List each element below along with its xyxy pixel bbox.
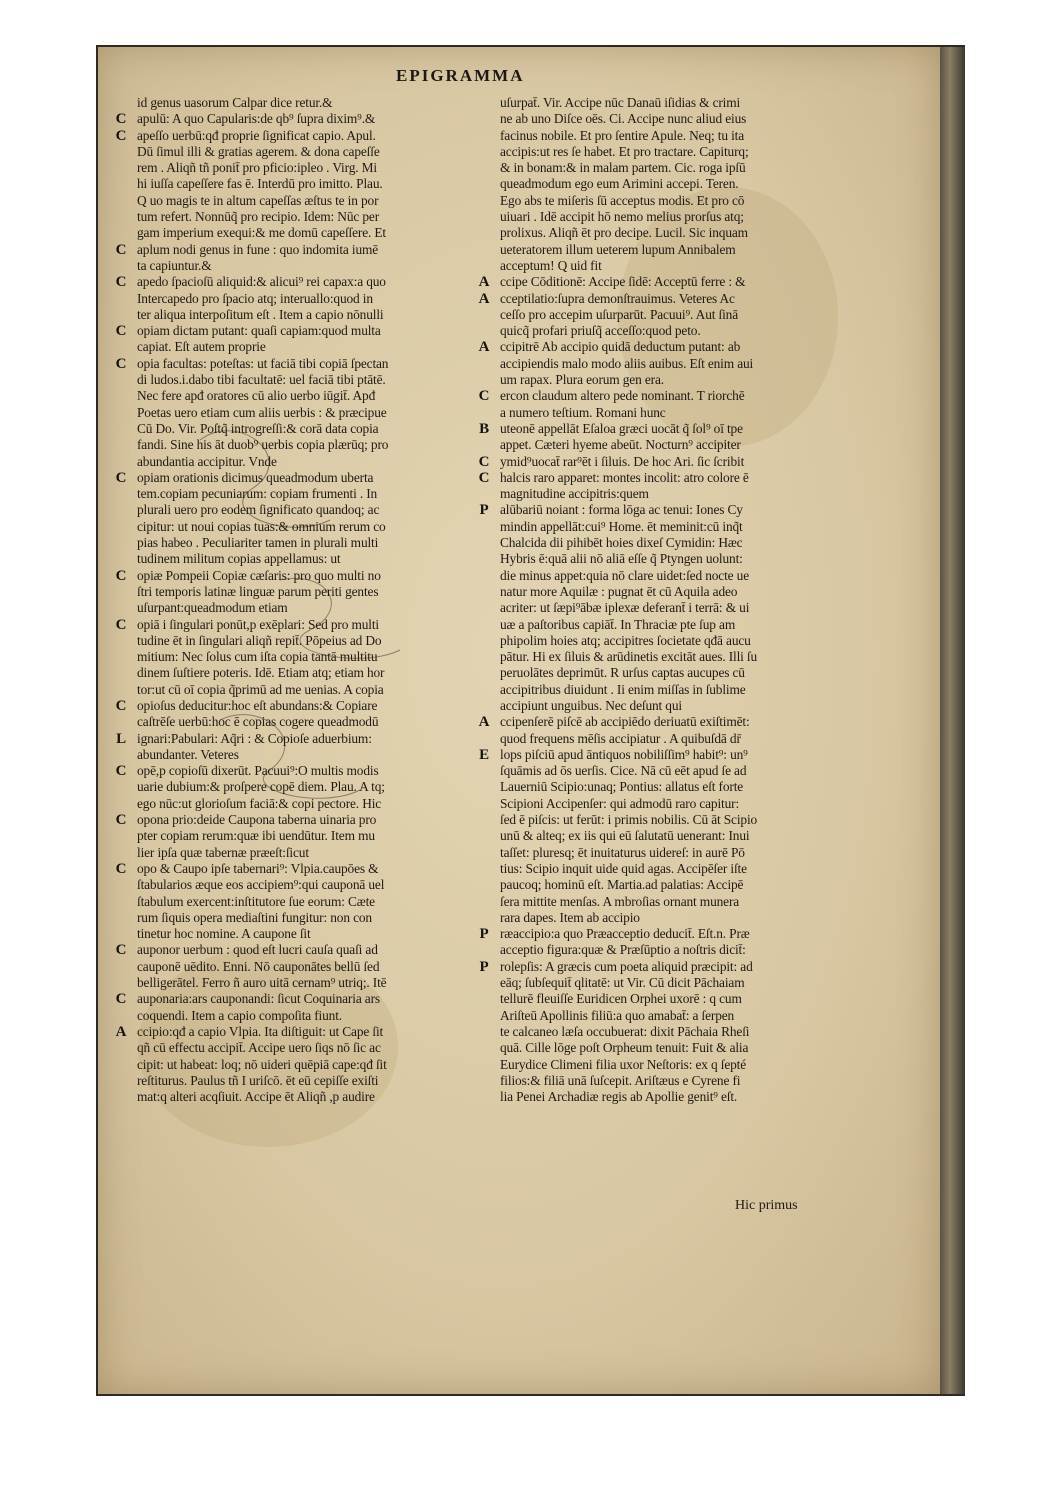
line-text: plurali uero pro eodem ſignificato quandoq; ac (137, 502, 380, 518)
entry-initial: C (115, 942, 127, 959)
entry-initial: A (115, 1023, 127, 1040)
line-text: unū & alteq; ex iis qui eū ſalutatū uenerant: Inui (500, 828, 750, 844)
line-text: belligerātel. Ferro ñ auro uitā cernam⁹ utriq;. Itē (137, 975, 387, 991)
line-text: di ludos.i.dabo tibi facultatē: uel faciā tibi ptātē. (137, 372, 386, 388)
line-text: Scipioni Accipenſer: qui admodū raro capitur: (500, 795, 740, 811)
line-text: ercon claudum altero pede nominant. T riorchē (500, 388, 745, 404)
text-line (475, 388, 807, 404)
line-text: mindin appellāt:cui⁹ Home. ēt meminit:cū inq̃t (500, 518, 743, 534)
line-text: uarie dubium:& proſpere copē diem. Plau. A tq; (137, 779, 385, 795)
entry-initial: C (115, 567, 127, 584)
text-line (112, 1008, 448, 1024)
line-text: Ego abs te miſeris ſū acceptus modis. Et pro cō (500, 192, 745, 208)
line-text: accipis:ut res ſe habet. Et pro tractare. Capiturq; (500, 143, 749, 159)
line-text: uſurpant:queadmodum etiam (137, 600, 288, 616)
line-text: die minus appet:quia nō clare uidet:ſed nocte ue (500, 567, 749, 583)
text-line (475, 617, 807, 633)
entry-initial: C (478, 469, 490, 486)
line-text: opo & Caupo ipſe tabernari⁹: Vlpia.caupōes & (137, 860, 379, 876)
line-text: ſed ē piſcis: ut ferūt: i primis nobilis. Cū āt Scipio (500, 812, 758, 828)
text-line (475, 274, 807, 290)
line-text: cceptilatio:ſupra demonſtrauimus. Veteres Ac (500, 290, 735, 306)
text-line (112, 160, 448, 176)
line-text: ræaccipio:a quo Præacceptio deducit̄. Eſt.n. Præ (500, 926, 750, 942)
line-text: lier ipſa quæ tabernæ præeſt:ſicut (137, 844, 309, 860)
line-text: ter aliqua interpoſitum eſt . Item a capio nōnulli (137, 306, 384, 322)
text-line (112, 193, 448, 209)
text-line (475, 128, 807, 144)
entry-initial: C (115, 616, 127, 633)
line-text: tor:ut cū oī copia q̃primū ad me uenias. A copia (137, 681, 384, 697)
text-line (475, 731, 807, 747)
entry-initial: P (479, 958, 489, 975)
text-line (112, 665, 448, 681)
line-text: pter copiam rerum:quæ ibi uendūtur. Item mu (137, 828, 375, 844)
line-text: opona prio:deide Caupona taberna uinaria pro (137, 812, 377, 828)
text-line (112, 1040, 448, 1056)
line-text: peruolātes deprimūt. R urſus captas aucupes cū (500, 665, 745, 681)
line-text: Dū ſimul illi & gratias agerem. & dona capeſſe (137, 143, 380, 159)
line-text: Q uo magis te in altum capeſſas æſtus te in por (137, 192, 379, 208)
entry-initial: E (479, 746, 489, 763)
text-line (112, 1089, 448, 1105)
entry-initial: A (478, 714, 490, 731)
line-text: uteonē appellāt Eſaloa græci uocāt q̃ ſol⁹ oī tpe (500, 420, 743, 436)
text-line (112, 617, 448, 633)
line-text: reſtiturus. Paulus tñ I uriſcō. ēt eū cepiſſe exiſti (137, 1072, 379, 1088)
text-line (475, 209, 807, 225)
line-text: apedo ſpacioſū aliquid:& alicui⁹ rei capax:a quo (137, 274, 386, 290)
line-text: acceptum! Q uid fit (500, 257, 602, 273)
left-text-column (112, 95, 448, 1105)
text-line (112, 991, 448, 1007)
text-line (112, 307, 448, 323)
line-text: accipiunt unguibus. Nec deſunt qui (500, 697, 682, 713)
text-line (475, 144, 807, 160)
text-line (112, 421, 448, 437)
line-text: auponaria:ars cauponandi: ſicut Coquinaria ars (137, 991, 380, 1007)
line-text: gam imperium exequi:& me domū capeſſere. Et (137, 225, 387, 241)
line-text: ne ab uno Diſce oēs. Ci. Accipe nunc aliud eius (500, 111, 747, 127)
text-line (112, 388, 448, 404)
line-text: ignari:Pabulari: Aq̃ri : & Copioſe aduerbium: (137, 730, 372, 746)
text-line (112, 861, 448, 877)
line-text: tinetur hoc nomine. A caupone ſit (137, 926, 311, 942)
line-text: Lauerniū Scipio:unaq; Pontius: allatus eſt forte (500, 779, 744, 795)
text-line (112, 975, 448, 991)
text-line (112, 111, 448, 127)
entry-initial: C (115, 127, 127, 144)
text-line (475, 633, 807, 649)
entry-initial: C (115, 697, 127, 714)
entry-initial: C (478, 388, 490, 405)
text-line (475, 454, 807, 470)
line-text: mitium: Nec ſolus cum iſta copia tantā multitu (137, 649, 378, 665)
text-line (475, 682, 807, 698)
text-line (475, 975, 807, 991)
line-text: taſſet: pluresq; ēt inuitaturus uidereſ: in aurē Pō (500, 844, 745, 860)
text-line (112, 714, 448, 730)
line-text: ccipenſerē piſcē ab accipiēdo deriuatū exiſtimēt: (500, 714, 750, 730)
entry-initial: A (478, 274, 490, 291)
line-text: auponor uerbum : quod eſt lucri cauſa quaſi ad (137, 942, 378, 958)
line-text: Chalcida dii pihibēt hoies dixeſ Cymidin: Hæc (500, 535, 743, 551)
line-text: tudinem militum copias appellamus: ut (137, 551, 341, 567)
line-text: eāq; ſubſequit̄ qlitatē: ut Vir. Cū dicit Pāchaiam (500, 975, 745, 991)
text-line (475, 258, 807, 274)
line-text: Nec fere apđ oratores cū alio uerbo iūgit̄. Apđ (137, 388, 376, 404)
text-line (112, 258, 448, 274)
entry-initial: B (479, 420, 489, 437)
entry-initial: C (115, 812, 127, 829)
text-line (112, 828, 448, 844)
text-line (112, 291, 448, 307)
line-text: ccipe Cōditionē: Accipe ſidē: Acceptū ferre : & (500, 274, 746, 290)
text-line (112, 176, 448, 192)
line-text: hi iuſſa capeſſere fas ē. Interdū pro imitto. Plau. (137, 176, 383, 192)
line-text: rara dapes. Item ab accipio (500, 909, 640, 925)
line-text: paucoq; hominū eſt. Martia.ad palatias: Accipē (500, 877, 744, 893)
line-text: uiuari . Idē accipit hō nemo melius prorſus atq; (500, 209, 744, 225)
text-line (112, 633, 448, 649)
line-text: Ariſteū Apollinis filiū:a quo amabat̄: a ſerpen (500, 1007, 735, 1023)
text-line (475, 225, 807, 241)
text-line (112, 959, 448, 975)
text-line (112, 747, 448, 763)
line-text: tudine ēt in ſingulari aliqñ repit̄. Pōpeius ad Do (137, 632, 382, 648)
text-line (475, 1008, 807, 1024)
text-line (475, 437, 807, 453)
line-text: opiam orationis dicimus queadmodum uberta (137, 469, 374, 485)
entry-initial: C (115, 991, 127, 1008)
text-line (475, 339, 807, 355)
line-text: appet. Cæteri hyeme abeūt. Nocturn⁹ accipiter (500, 437, 741, 453)
line-text: um rapax. Plura eorum gen era. (500, 372, 664, 388)
text-line (475, 714, 807, 730)
line-text: acceptio figura:quæ & Præſūptio a noſtris dicit̄: (500, 942, 746, 958)
text-line (475, 649, 807, 665)
line-text: abundantia accipitur. Vnde (137, 453, 277, 469)
text-line (475, 877, 807, 893)
line-text: filios:& filiā unā ſuſcepit. Ariſtæus e Cyrene fi (500, 1072, 741, 1088)
line-text: rolepſis: A græcis cum poeta aliquid præcipit: ad (500, 958, 753, 974)
line-text: phipolim hoies atq; accipitres ſocietate qđā aucu (500, 632, 751, 648)
line-text: accipitribus diuidunt . Ii enim miſſas in ſublime (500, 681, 746, 697)
line-text: rem . Aliqñ tñ ponit̄ pro pficio:ipleo . Virg. Mi (137, 160, 377, 176)
text-line (475, 910, 807, 926)
entry-initial: P (479, 926, 489, 943)
text-line (475, 242, 807, 258)
text-line (112, 551, 448, 567)
line-text: abundanter. Veteres (137, 746, 239, 762)
entry-initial: L (116, 730, 126, 747)
line-text: rum ſiquis opera mediaſtini fungitur: non con (137, 909, 372, 925)
text-line (475, 421, 807, 437)
text-line (475, 356, 807, 372)
entry-initial: A (478, 339, 490, 356)
text-line (475, 111, 807, 127)
text-line (475, 698, 807, 714)
line-text: apulū: A quo Capularis:de qb⁹ ſupra dixim⁹.& (137, 111, 376, 127)
line-text: cipit: ut habeat: loq; nō uideri quēpiā cape:qđ ſit (137, 1056, 387, 1072)
text-line (475, 535, 807, 551)
line-text: quā. Cille lōge poſt Orpheum tenuit: Fuit & alia (500, 1040, 749, 1056)
line-text: te calcaneo læſa occubuerat: dixit Pāchaia Rheſi (500, 1023, 750, 1039)
text-line (475, 1040, 807, 1056)
line-text: Cū Do. Vir. Poſtq̃ introgreſſi:& corā data copia (137, 420, 379, 436)
text-line (475, 600, 807, 616)
line-text: lops piſciū apud āntiquos nobiliſſim⁹ habit⁹: un⁹ (500, 746, 748, 762)
right-text-column (475, 95, 807, 1105)
text-line (112, 519, 448, 535)
text-line (112, 926, 448, 942)
line-text: Intercapedo pro ſpacio atq; interuallo:quod in (137, 290, 373, 306)
line-text: opia facultas: poteſtas: ut faciā tibi copiā ſpectan (137, 355, 389, 371)
text-line (112, 649, 448, 665)
line-text: ueteratorem illum ueterem lupum Annibalem (500, 241, 736, 257)
line-text: cauponē uēdito. Enni. Nō cauponātes bellū ſed (137, 958, 380, 974)
text-line (112, 942, 448, 958)
text-line (475, 160, 807, 176)
line-text: ccipio:qđ a capio Vlpia. Ita diſtiguit: ut Cape ſit (137, 1023, 384, 1039)
text-line (112, 1057, 448, 1073)
text-line (475, 291, 807, 307)
line-text: coquendi. Item a capio compoſita fiunt. (137, 1007, 342, 1023)
line-text: natur more Aquilæ : pugnat ēt cū Aquila adeo (500, 583, 738, 599)
text-line (475, 584, 807, 600)
line-text: & in bonam:& in malam partem. Cic. roga ipſū (500, 160, 746, 176)
text-line (475, 747, 807, 763)
text-line (475, 665, 807, 681)
text-line (475, 176, 807, 192)
line-text: mat:q alteri acqſiuit. Accipe ēt Aliqñ ,p audire (137, 1089, 375, 1105)
line-text: opē,p copioſū dixerūt. Pacuui⁹:O multis modis (137, 763, 379, 779)
text-line (475, 796, 807, 812)
text-line (475, 568, 807, 584)
line-text: ſera mittite menſas. A mbroſias ornant munera (500, 893, 740, 909)
page-edge (940, 47, 965, 1394)
line-text: caſtrēſe uerbū:hoc ē copias cogere queadmodū (137, 714, 379, 730)
text-line (112, 535, 448, 551)
line-text: dinem ſuſtiere poteris. Idē. Etiam atq; etiam hor (137, 665, 385, 681)
line-text: opiā i ſingulari ponūt,p exēplari: Sed pro multi (137, 616, 379, 632)
text-line (112, 356, 448, 372)
line-text: tem.copiam pecuniarum: copiam frumenti . In (137, 486, 378, 502)
text-line (475, 942, 807, 958)
line-text: tum refert. Nonnūq̃ pro recipio. Idem: Nūc per (137, 209, 380, 225)
text-line (112, 242, 448, 258)
text-line (112, 763, 448, 779)
text-line (475, 763, 807, 779)
line-text: accipiendis malo modo aliis auibus. Eſt enim aui (500, 355, 754, 371)
text-line (112, 877, 448, 893)
line-text: lia Penei Archadiæ regis ab Apollie genit⁹ eſt. (500, 1089, 738, 1105)
text-line (475, 894, 807, 910)
text-line (112, 894, 448, 910)
line-text: halcis raro apparet: montes incolit: atro colore ē (500, 469, 749, 485)
line-text: ego nūc:ut glorioſum faciā:& copi pectore. Hic (137, 795, 382, 811)
line-text: prolixus. Aliqñ ēt pro decipe. Lucil. Sic inquam (500, 225, 748, 241)
text-line (112, 372, 448, 388)
entry-initial: C (115, 763, 127, 780)
line-text: apeſſo uerbū:qđ proprie ſignificat capio. Apul. (137, 127, 376, 143)
entry-initial: C (115, 323, 127, 340)
text-line (112, 796, 448, 812)
text-line (112, 437, 448, 453)
text-line (112, 682, 448, 698)
line-text: acriter: ut ſæpi⁹ābæ iplexæ deferant̄ i terrā: & ui (500, 600, 750, 616)
text-line (475, 991, 807, 1007)
text-line (112, 845, 448, 861)
line-text: Eurydice Climeni filia uxor Neſtoris: ex q ſepté (500, 1056, 747, 1072)
text-line (112, 128, 448, 144)
line-text: qñ cū effectu accipit̄. Accipe uero ſiqs nō ſic ac (137, 1040, 381, 1056)
text-line (112, 568, 448, 584)
text-line (475, 307, 807, 323)
text-line (475, 551, 807, 567)
entry-initial: C (115, 111, 127, 128)
text-line (475, 812, 807, 828)
text-line (475, 519, 807, 535)
line-text: pias habeo . Peculiariter tamen in plurali multi (137, 535, 379, 551)
line-text: pātur. Hi ex ſiluis & arūdinetis excitāt aues. Illi ſu (500, 649, 758, 665)
text-line (475, 1073, 807, 1089)
text-line (112, 339, 448, 355)
line-text: tius: Scipio inquit uide quid agas. Accipēſer iſte (500, 860, 747, 876)
line-text: ymid⁹uocat̄ rar⁹ēt i ſiluis. De hoc Ari. ſic ſcribit (500, 453, 745, 469)
line-text: ſtabulum exercent:inſtitutore ſue eorum: Cæte (137, 893, 375, 909)
line-text: tellurē fleuiſſe Euridicen Orphei uxorē : q cum (500, 991, 742, 1007)
line-text: aplum nodi genus in fune : quo indomita iumē (137, 241, 379, 257)
text-line (475, 828, 807, 844)
line-text: quod frequens mēſis accipiatur . A quibuſdā dr̄ (500, 730, 741, 746)
line-text: ccipitrē Ab accipio quidā deductum putant: ab (500, 339, 741, 355)
catchword: Hic primus (735, 1198, 798, 1213)
line-text: uſurpat̄. Vir. Accipe nūc Danaū iſidias & crimi (500, 95, 741, 110)
line-text: a numero teſtium. Romani hunc (500, 404, 666, 420)
line-text: ceſſo pro accepim uſurparūt. Pacuui⁹. Aut ſinā (500, 306, 738, 322)
text-line (475, 502, 807, 518)
line-text: facinus nobile. Et pro ſentire Apule. Neq; tu ita (500, 127, 745, 143)
text-line (112, 584, 448, 600)
text-line (475, 779, 807, 795)
text-line (112, 470, 448, 486)
text-line (112, 144, 448, 160)
entry-initial: C (478, 453, 490, 470)
entry-initial: C (115, 469, 127, 486)
text-line (112, 274, 448, 290)
line-text: ta capiuntur.& (137, 257, 212, 273)
line-text: fandi. Sine his āt duob⁹ uerbis copia plærūq; pro (137, 437, 389, 453)
text-line (475, 323, 807, 339)
text-line (475, 372, 807, 388)
text-line (112, 779, 448, 795)
line-text: Poetas uero etiam cum aliis uerbis : & præcipue (137, 404, 387, 420)
line-text: magnitudine accipitris:quem (500, 486, 649, 502)
text-line (112, 698, 448, 714)
text-line (475, 861, 807, 877)
text-line (475, 1057, 807, 1073)
text-line (475, 193, 807, 209)
text-line (475, 470, 807, 486)
line-text: capiat. Eſt autem proprie (137, 339, 266, 355)
running-head: EPIGRAMMA (396, 66, 525, 85)
line-text: ſquāmis ad ōs uerſis. Cice. Nā cū eēt apud ſe ad (500, 763, 747, 779)
line-text: queadmodum ego eum Arimini accepi. Teren. (500, 176, 739, 192)
text-line (475, 845, 807, 861)
text-line (112, 225, 448, 241)
line-text: opioſus deducitur:hoc eſt abundans:& Copiare (137, 697, 378, 713)
entry-initial: P (479, 502, 489, 519)
text-line (112, 1024, 448, 1040)
text-line (112, 486, 448, 502)
text-line (475, 405, 807, 421)
line-text: quicq̃ profari priuſq̃ acceſſo:quod peto. (500, 323, 701, 339)
text-line (475, 95, 807, 111)
text-line (112, 812, 448, 828)
text-line (112, 1073, 448, 1089)
text-line (475, 486, 807, 502)
line-text: cipitur: ut noui copias tuas:& omnium rerum co (137, 518, 386, 534)
line-text: opiam dictam putant: quaſi capiam:quod multa (137, 323, 381, 339)
text-line (112, 502, 448, 518)
line-text: opiæ Pompeii Copiæ cæſaris: pro quo multi no (137, 567, 381, 583)
entry-initial: C (115, 241, 127, 258)
text-line (112, 95, 448, 111)
text-line (112, 731, 448, 747)
entry-initial: C (115, 274, 127, 291)
text-line (112, 209, 448, 225)
line-text: ſtri temporis latinæ linguæ parum periti gentes (137, 583, 379, 599)
line-text: uæ a paſtoribus capiāt̄. In Thraciæ pte ſup am (500, 616, 736, 632)
line-text: id genus uasorum Calpar dice retur.& (137, 95, 333, 110)
text-line (112, 323, 448, 339)
text-line (112, 910, 448, 926)
entry-initial: C (115, 860, 127, 877)
entry-initial: A (478, 290, 490, 307)
text-line (475, 926, 807, 942)
text-line (475, 1024, 807, 1040)
entry-initial: C (115, 355, 127, 372)
line-text: Hybris ē:quā alii nō aliā eſſe q̃ Ptyngen uolunt: (500, 551, 743, 567)
text-line (475, 1089, 807, 1105)
text-line (112, 405, 448, 421)
text-line (475, 959, 807, 975)
text-line (112, 454, 448, 470)
line-text: alūbariū noiant : forma lōga ac tenui: Iones Cy (500, 502, 743, 518)
line-text: ſtabularios æque eos accipiem⁹:qui cauponā uel (137, 877, 385, 893)
text-line (112, 600, 448, 616)
